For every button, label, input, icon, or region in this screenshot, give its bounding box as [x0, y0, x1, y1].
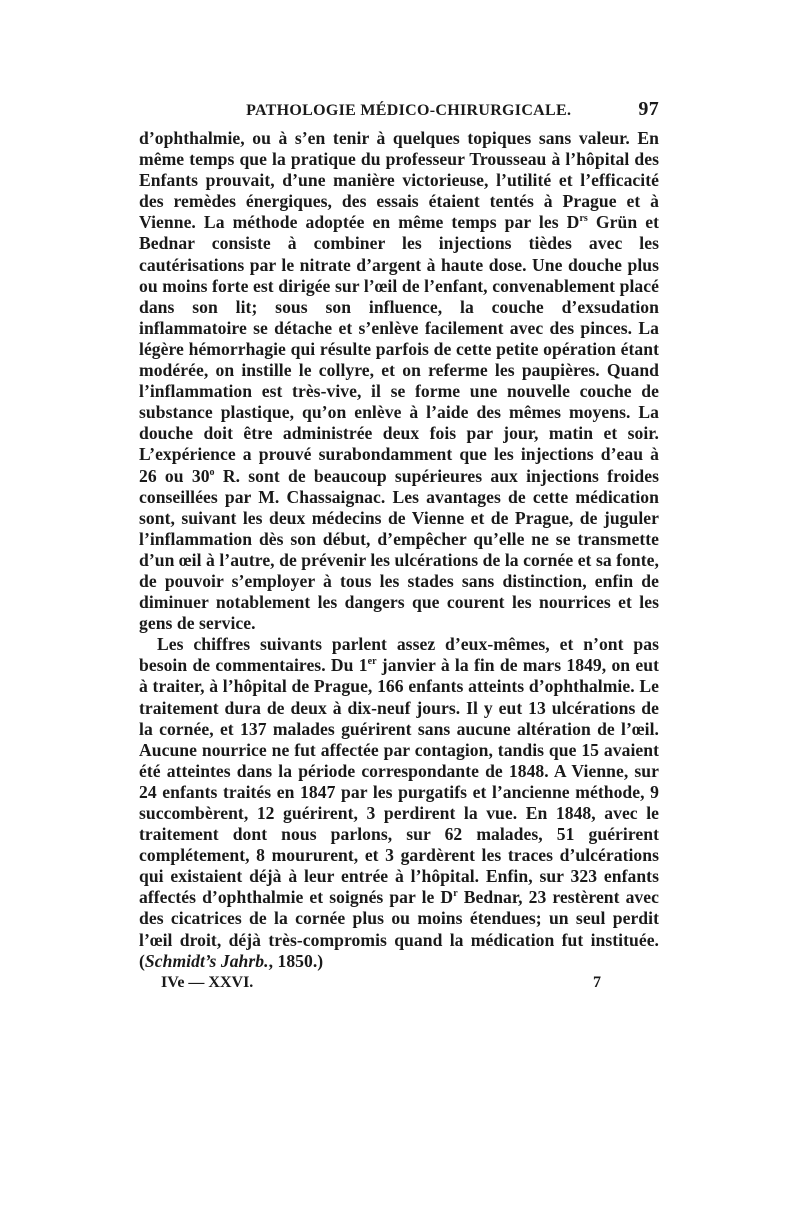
- text-run: , 1850.): [268, 950, 324, 971]
- text-run: janvier à la fin de mars 1849, on eut à traiter, à l’hôpital de Prague, 166 enfants atteints d’ophthalmie. Le traitement dura de deux à dix-neuf jours. Il y eut 13 ulcérations de la cornée, et 137 malades guérirent sans aucune altération de l’œil. Aucune nourrice ne fut affectée par contagion, tandis que 15 avaient été atteintes dans la période correspondante de 1848. A Vienne, sur 24 enfants traités en 1847 par les purgatifs et l’ancienne méthode, 9 succombèrent, 12 guérirent, 3 perdirent la vue. En 1848, avec le traitement dont nous parlons, sur 62 malades, 51 guérirent complétement, 8 moururent, et 3 gardèrent les traces d’ulcérations qui existaient déjà à leur entrée à l’hôpital. Enfin, sur 323 enfants affectés d’ophthalmie et soignés par le D: [139, 655, 659, 908]
- superscript: o: [209, 466, 215, 478]
- italic-citation: Schmidt’s Jahrb.: [144, 950, 269, 971]
- text-run: Bednar, 23 restèrent avec des cicatrices de la cornée plus ou moins étendues; un seul perdit l’œil droit, déjà très-compromis quand la médication fut instituée. (: [139, 887, 659, 971]
- superscript: er: [367, 656, 377, 668]
- signature-mark: IVe — XXVI.: [161, 973, 254, 991]
- paragraph: [139, 128, 659, 634]
- body-text: [139, 128, 659, 972]
- superscript: rs: [579, 213, 588, 225]
- text-run: Grün et Bednar consiste à combiner les injections tièdes avec les cautérisations par le nitrate d’argent à haute dose. Une douche plus ou moins forte est dirigée sur l’œil de l’enfant, convenablement placé dans son lit; sous son influence, la couche d’exsudation inflammatoire se détache et s’enlève facilement avec des pinces. La légère hémorrhagie qui résulte parfois de cette petite opération étant modérée, on instille le collyre, et on referme les paupières. Quand l’inflammation est très-vive, il se forme une nouvelle couche de substance plastique, qu’on enlève à l’aide des mêmes moyens. La douche doit être administrée deux fois par jour, matin et soir. L’expérience a prouvé surabondamment que les injections d’eau à 26 ou 30: [139, 212, 659, 486]
- paragraph: [139, 634, 659, 972]
- text-run: Les chiffres suivants parlent assez d’eux-mêmes, et n’ont pas besoin de commentaires. Du 1: [139, 634, 659, 676]
- page-footer: [139, 974, 659, 992]
- running-title: PATHOLOGIE MÉDICO-CHIRURGICALE.: [246, 102, 572, 119]
- page-number: 97: [638, 98, 659, 120]
- book-page: [139, 98, 659, 992]
- text-run: R. sont de beaucoup supérieures aux injections froides conseillées par M. Chassaignac. Les avantages de cette médication sont, suivant les deux médecins de Vienne et de Prague, de juguler l’inflammation dès son début, d’empêcher qu’elle ne se transmette d’un œil à l’autre, de prévenir les ulcérations de la cornée et sa fonte, de pouvoir s’employer à tous les stades sans distinction, enfin de diminuer notablement les dangers que courent les nourrices et les gens de service.: [139, 465, 659, 634]
- text-run: d’ophthalmie, ou à s’en tenir à quelques topiques sans valeur. En même temps que la pratique du professeur Trousseau à l’hôpital des Enfants prouvait, d’une manière victorieuse, l’utilité et l’efficacité des remèdes énergiques, des essais étaient tentés à Prague et à Vienne. La méthode adoptée en même temps par les D: [139, 128, 659, 233]
- running-head: [139, 98, 659, 128]
- superscript: r: [453, 888, 458, 900]
- sheet-number: 7: [593, 973, 601, 991]
